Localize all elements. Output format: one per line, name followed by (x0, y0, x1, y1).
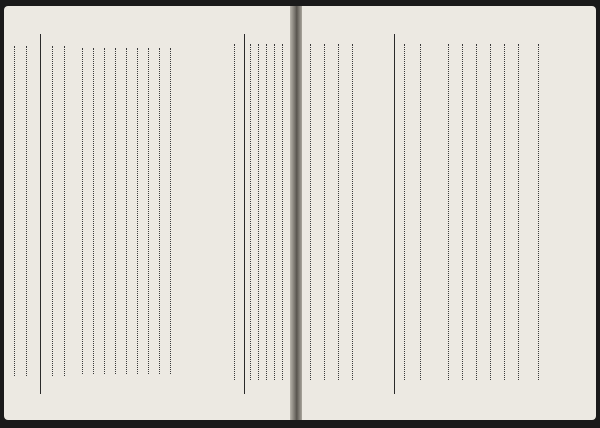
dot-leader (82, 48, 83, 374)
toc-entry (250, 36, 251, 398)
toc-entry (159, 40, 160, 392)
dot-leader (234, 44, 235, 380)
dot-leader (324, 44, 325, 380)
dot-leader (462, 44, 463, 380)
toc-entry (148, 40, 149, 392)
toc-entry (448, 36, 449, 398)
dot-leader (274, 44, 275, 380)
dot-leader (504, 44, 505, 380)
toc-entry (324, 36, 325, 398)
dot-leader (137, 48, 138, 374)
toc-entry (52, 38, 53, 394)
toc-entry (170, 40, 171, 392)
dot-leader (93, 48, 94, 374)
dot-leader (338, 44, 339, 380)
toc-entry (266, 36, 267, 398)
dot-leader (115, 48, 116, 374)
dot-leader (104, 48, 105, 374)
left-chapter-rule (244, 34, 245, 394)
toc-entry (137, 40, 138, 392)
toc-entry (274, 36, 275, 398)
dot-leader (404, 44, 405, 380)
toc-entry (420, 36, 421, 398)
left-section-rule (40, 34, 41, 394)
dot-leader (282, 44, 283, 380)
toc-entry (82, 40, 83, 392)
dot-leader (352, 44, 353, 380)
toc-entry (490, 36, 491, 398)
toc-entry (538, 36, 539, 398)
dot-leader (258, 44, 259, 380)
dot-leader (26, 46, 27, 376)
toc-entry (476, 36, 477, 398)
toc-entry (64, 38, 65, 394)
toc-entry (352, 36, 353, 398)
toc-entry (104, 40, 105, 392)
dot-leader (448, 44, 449, 380)
dot-leader (518, 44, 519, 380)
toc-entry (258, 36, 259, 398)
dot-leader (159, 48, 160, 374)
dot-leader (170, 48, 171, 374)
dot-leader (310, 44, 311, 380)
dot-leader (64, 46, 65, 376)
right-page (302, 6, 596, 420)
dot-leader (476, 44, 477, 380)
toc-entry (234, 36, 235, 398)
toc-entry (338, 36, 339, 398)
toc-entry (504, 36, 505, 398)
dot-leader (52, 46, 53, 376)
toc-entry (14, 38, 15, 394)
dot-leader (538, 44, 539, 380)
toc-entry (26, 38, 27, 394)
dot-leader (266, 44, 267, 380)
right-chapter-rule (394, 34, 395, 394)
dot-leader (148, 48, 149, 374)
left-page (4, 6, 290, 420)
toc-entry (518, 36, 519, 398)
toc-entry (115, 40, 116, 392)
toc-entry (310, 36, 311, 398)
book-gutter (290, 6, 302, 420)
toc-entry (126, 40, 127, 392)
dot-leader (490, 44, 491, 380)
dot-leader (250, 44, 251, 380)
toc-entry (462, 36, 463, 398)
dot-leader (420, 44, 421, 380)
toc-entry (282, 36, 283, 398)
dot-leader (126, 48, 127, 374)
toc-entry (93, 40, 94, 392)
toc-entry (404, 36, 405, 398)
dot-leader (14, 46, 15, 376)
